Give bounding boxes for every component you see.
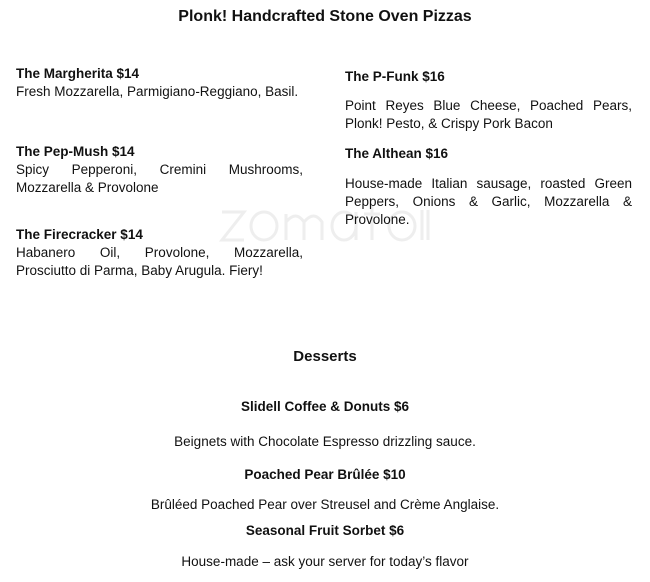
pizza-name: The Margherita $14 — [16, 66, 140, 81]
dessert-name: Seasonal Fruit Sorbet $6 — [245, 523, 405, 538]
pizza-name: The Pep-Mush $14 — [16, 144, 135, 159]
pizza-name: The P-Funk $16 — [345, 69, 445, 84]
pizza-description: House-made Italian sausage, roasted Green Peppers, Onions & Garlic, Mozzarella & Provolone. — [345, 176, 632, 227]
dessert-description: Beignets with Chocolate Espresso drizzling sauce. — [174, 434, 476, 449]
dessert-name: Slidell Coffee & Donuts $6 — [240, 399, 410, 414]
pizza-description: Point Reyes Blue Cheese, Poached Pears, Plonk! Pesto, & Crispy Pork Bacon — [345, 98, 632, 131]
desserts-heading: Desserts — [293, 348, 357, 365]
pizza-description: Fresh Mozzarella, Parmigiano-Reggiano, Basil. — [16, 84, 299, 99]
menu-title: Plonk! Handcrafted Stone Oven Pizzas — [178, 8, 472, 25]
dessert-description: House-made – ask your server for today’s flavor — [181, 554, 469, 569]
pizza-name: The Firecracker $14 — [16, 227, 143, 242]
pizza-description: Spicy Pepperoni, Cremini Mushrooms, Mozzarella & Provolone — [16, 162, 303, 195]
dessert-name: Poached Pear Brûlée $10 — [244, 467, 406, 482]
pizza-name: The Althean $16 — [345, 146, 449, 161]
pizza-description: Habanero Oil, Provolone, Mozzarella, Prosciutto di Parma, Baby Arugula. Fiery! — [16, 245, 303, 278]
dessert-description: Brûléed Poached Pear over Streusel and Crème Anglaise. — [150, 497, 500, 512]
